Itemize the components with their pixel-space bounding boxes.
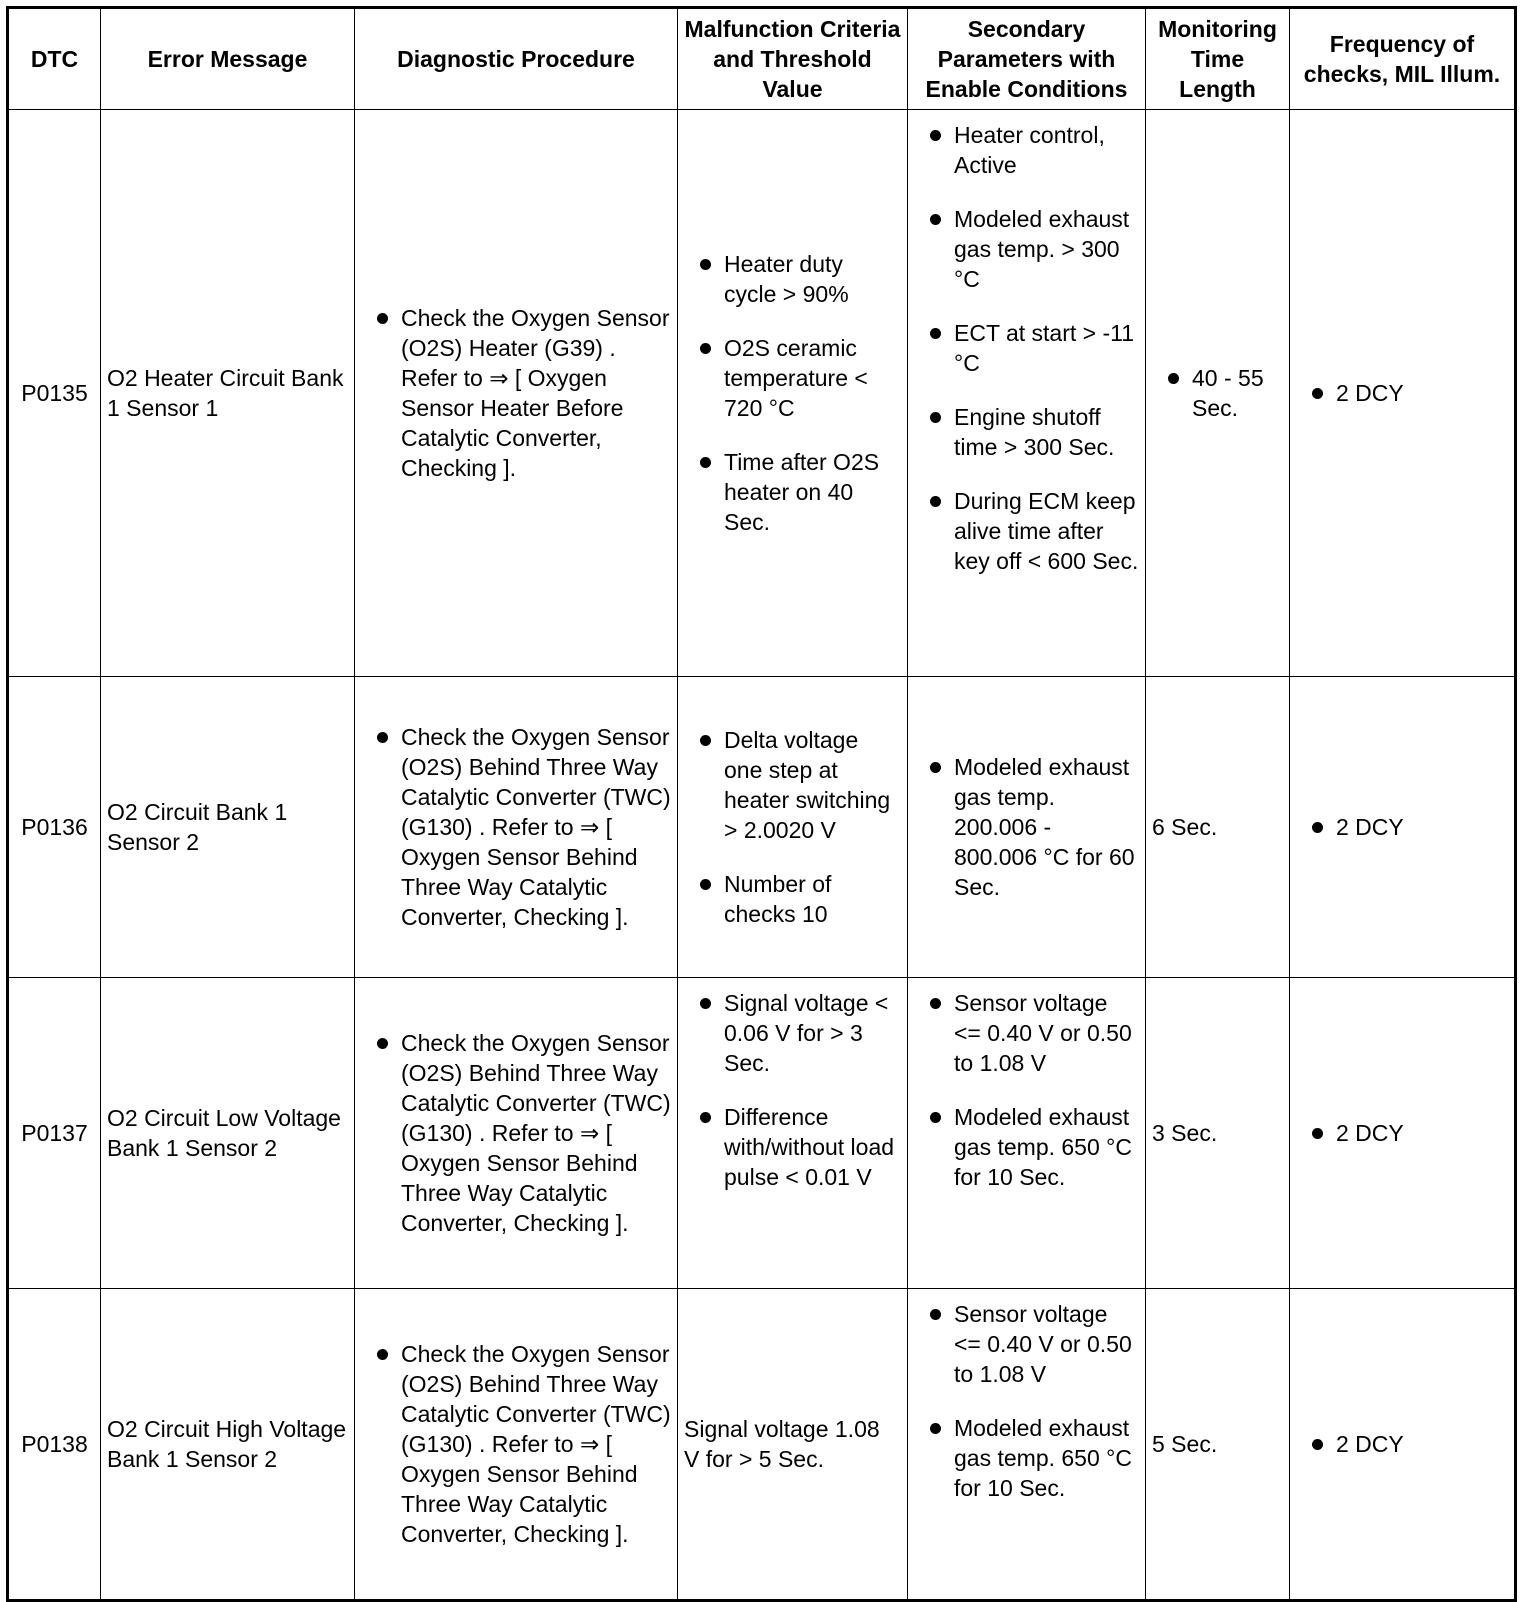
monitoring-time: 5 Sec.: [1146, 1289, 1290, 1601]
list-item: 2 DCY: [1296, 1118, 1508, 1148]
bullet-icon: [700, 1112, 711, 1123]
diagnostic-procedure: [355, 677, 678, 978]
diagnostic-procedure: [355, 110, 678, 677]
list-item: 2 DCY: [1296, 1429, 1508, 1459]
table-row: [8, 978, 1516, 1289]
monitoring-time: 6 Sec.: [1146, 677, 1290, 978]
list-item: Check the Oxygen Sensor (O2S) Heater (G39) . Refer to ⇒ [ Oxygen Sensor Heater Before Catalytic Converter, Checking ].: [361, 303, 671, 483]
bullet-icon: [930, 496, 941, 507]
secondary-parameters: [908, 110, 1146, 677]
dtc-table: [6, 6, 1517, 1602]
list-item: O2S ceramic temperature < 720 °C: [684, 333, 901, 423]
bullet-icon: [700, 343, 711, 354]
list-item: Signal voltage < 0.06 V for > 3 Sec.: [684, 988, 901, 1078]
malfunction-criteria: [678, 978, 908, 1289]
error-message: O2 Circuit Low Voltage Bank 1 Sensor 2: [101, 978, 355, 1289]
header-dtc: DTC: [8, 8, 101, 110]
bullet-icon: [1312, 822, 1323, 833]
list-item: Check the Oxygen Sensor (O2S) Behind Three Way Catalytic Converter (TWC) (G130) . Refer to ⇒ [ Oxygen Sensor Behind Three Way Catalytic Converter, Checking ].: [361, 1028, 671, 1238]
frequency: [1290, 110, 1516, 677]
bullet-icon: [700, 735, 711, 746]
bullet-icon: [700, 998, 711, 1009]
bullet-icon: [930, 412, 941, 423]
error-message: O2 Circuit High Voltage Bank 1 Sensor 2: [101, 1289, 355, 1601]
header-row: [8, 8, 1516, 110]
secondary-parameters: [908, 1289, 1146, 1601]
list-item: During ECM keep alive time after key off < 600 Sec.: [914, 486, 1139, 576]
bullet-icon: [700, 259, 711, 270]
bullet-icon: [1168, 373, 1179, 384]
malfunction-criteria: [678, 677, 908, 978]
dtc-code: P0135: [8, 110, 101, 677]
bullet-icon: [930, 762, 941, 773]
table-row: [8, 677, 1516, 978]
monitoring-time: 3 Sec.: [1146, 978, 1290, 1289]
monitoring-time: [1146, 110, 1290, 677]
secondary-parameters: [908, 978, 1146, 1289]
error-message: O2 Circuit Bank 1 Sensor 2: [101, 677, 355, 978]
bullet-icon: [1312, 1128, 1323, 1139]
frequency: [1290, 677, 1516, 978]
list-item: Check the Oxygen Sensor (O2S) Behind Three Way Catalytic Converter (TWC) (G130) . Refer to ⇒ [ Oxygen Sensor Behind Three Way Catalytic Converter, Checking ].: [361, 1339, 671, 1549]
list-item: 2 DCY: [1296, 812, 1508, 842]
bullet-icon: [930, 1309, 941, 1320]
malfunction-criteria: [678, 110, 908, 677]
list-item: Sensor voltage <= 0.40 V or 0.50 to 1.08 V: [914, 988, 1139, 1078]
error-message: O2 Heater Circuit Bank 1 Sensor 1: [101, 110, 355, 677]
list-item: Modeled exhaust gas temp. 650 °C for 10 Sec.: [914, 1413, 1139, 1503]
list-item: Modeled exhaust gas temp. 200.006 - 800.006 °C for 60 Sec.: [914, 752, 1139, 902]
frequency: [1290, 978, 1516, 1289]
list-item: Time after O2S heater on 40 Sec.: [684, 447, 901, 537]
bullet-icon: [930, 214, 941, 225]
dtc-code: P0136: [8, 677, 101, 978]
bullet-icon: [930, 998, 941, 1009]
header-monitoring-time: Monitoring Time Length: [1146, 8, 1290, 110]
table-row: [8, 1289, 1516, 1601]
list-item: Number of checks 10: [684, 869, 901, 929]
list-item: Sensor voltage <= 0.40 V or 0.50 to 1.08 V: [914, 1299, 1139, 1389]
list-item: Check the Oxygen Sensor (O2S) Behind Three Way Catalytic Converter (TWC) (G130) . Refer to ⇒ [ Oxygen Sensor Behind Three Way Catalytic Converter, Checking ].: [361, 722, 671, 932]
list-item: Heater control, Active: [914, 120, 1139, 180]
header-error-message: Error Message: [101, 8, 355, 110]
header-secondary-parameters: Secondary Parameters with Enable Conditions: [908, 8, 1146, 110]
diagnostic-procedure: [355, 1289, 678, 1601]
bullet-icon: [700, 879, 711, 890]
bullet-icon: [1312, 1439, 1323, 1450]
bullet-icon: [930, 1423, 941, 1434]
list-item: Modeled exhaust gas temp. 650 °C for 10 Sec.: [914, 1102, 1139, 1192]
malfunction-criteria: Signal voltage 1.08 V for > 5 Sec.: [678, 1289, 908, 1601]
secondary-parameters: [908, 677, 1146, 978]
dtc-code: P0138: [8, 1289, 101, 1601]
list-item: Engine shutoff time > 300 Sec.: [914, 402, 1139, 462]
header-diagnostic-procedure: Diagnostic Procedure: [355, 8, 678, 110]
bullet-icon: [1312, 388, 1323, 399]
bullet-icon: [377, 732, 388, 743]
header-frequency: Frequency of checks, MIL Illum.: [1290, 8, 1516, 110]
bullet-icon: [377, 1038, 388, 1049]
dtc-code: P0137: [8, 978, 101, 1289]
bullet-icon: [930, 328, 941, 339]
list-item: Difference with/without load pulse < 0.01 V: [684, 1102, 901, 1192]
list-item: 40 - 55 Sec.: [1152, 363, 1283, 423]
bullet-icon: [377, 313, 388, 324]
bullet-icon: [377, 1349, 388, 1360]
frequency: [1290, 1289, 1516, 1601]
bullet-icon: [930, 130, 941, 141]
list-item: Delta voltage one step at heater switching > 2.0020 V: [684, 725, 901, 845]
table-row: [8, 110, 1516, 677]
bullet-icon: [930, 1112, 941, 1123]
list-item: Modeled exhaust gas temp. > 300 °C: [914, 204, 1139, 294]
diagnostic-procedure: [355, 978, 678, 1289]
header-malfunction-criteria: Malfunction Criteria and Threshold Value: [678, 8, 908, 110]
list-item: ECT at start > -11 °C: [914, 318, 1139, 378]
list-item: Heater duty cycle > 90%: [684, 249, 901, 309]
list-item: 2 DCY: [1296, 378, 1508, 408]
bullet-icon: [700, 457, 711, 468]
